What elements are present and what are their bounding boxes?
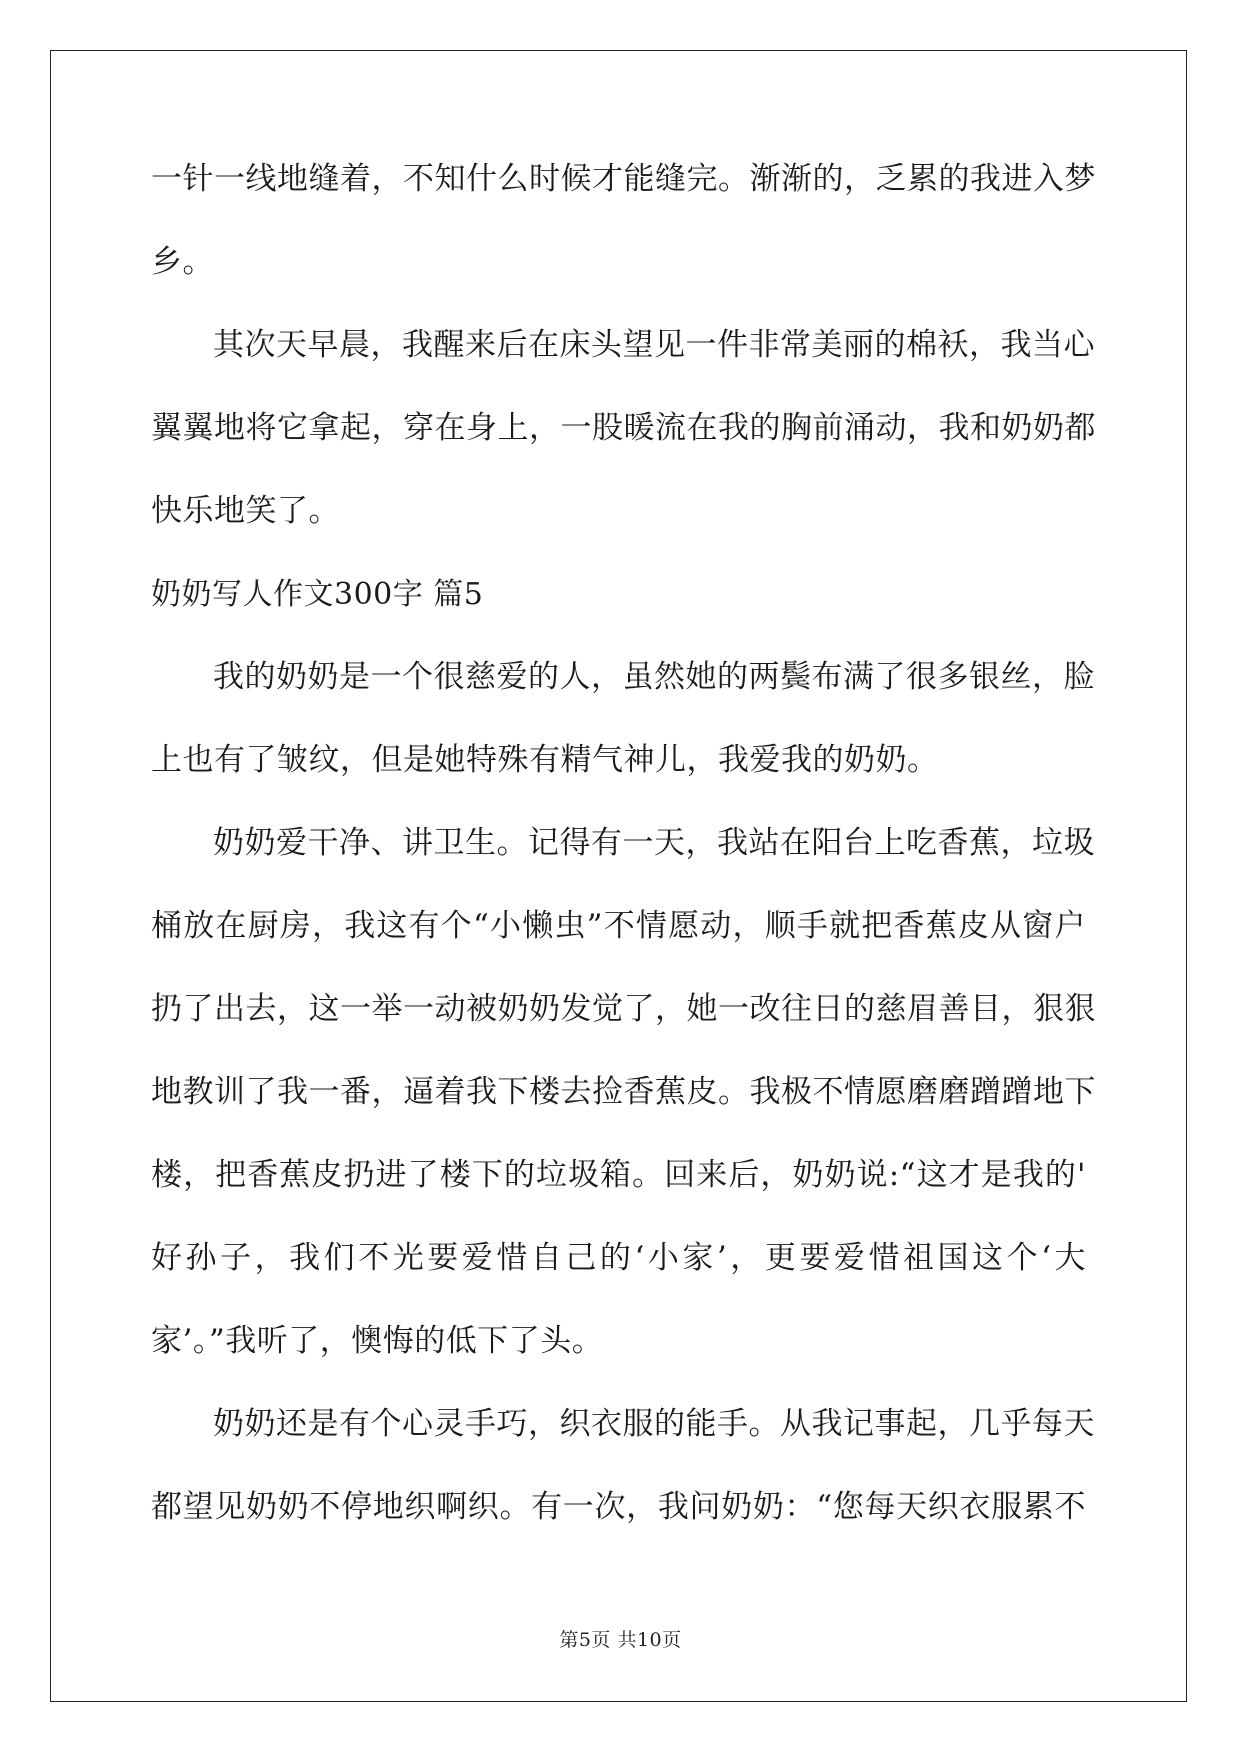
text-line: 快乐地笑了。 bbox=[151, 493, 340, 529]
text-line: 翼翼地将它拿起，穿在身上，一股暖流在我的胸前涌动，我和奶奶都 bbox=[151, 410, 1096, 446]
section-heading: 奶奶写人作文300字 篇5 bbox=[151, 577, 484, 612]
text-line: 扔了出去，这一举一动被奶奶发觉了，她一改往日的慈眉善目，狠狠 bbox=[151, 991, 1096, 1027]
page-number-footer: 第5页 共10页 bbox=[559, 1629, 682, 1651]
text-line: 乡。 bbox=[151, 244, 214, 280]
text-line: 地教训了我一番，逼着我下楼去捡香蕉皮。我极不情愿磨磨蹭蹭地下 bbox=[151, 1074, 1096, 1110]
paragraph-start-line: 奶奶爱干净、讲卫生。记得有一天，我站在阳台上吃香蕉，垃圾 bbox=[213, 825, 1095, 861]
paragraph-start-line: 我的奶奶是一个很慈爱的人，虽然她的两鬓布满了很多银丝，脸 bbox=[213, 659, 1095, 695]
document-body bbox=[151, 160, 1096, 1571]
text-line: 桶放在厨房，我这有个“小懒虫”不情愿动，顺手就把香蕉皮从窗户 bbox=[151, 908, 1086, 944]
paragraph-start-line: 奶奶还是有个心灵手巧，织衣服的能手。从我记事起，几乎每天 bbox=[213, 1406, 1095, 1442]
text-line: 上也有了皱纹，但是她特殊有精气神儿，我爱我的奶奶。 bbox=[151, 742, 939, 778]
text-line: 都望见奶奶不停地织啊织。有一次，我问奶奶：“您每天织衣服累不 bbox=[151, 1489, 1086, 1525]
text-line: 家’。”我听了，懊悔的低下了头。 bbox=[151, 1323, 604, 1359]
text-line: 一针一线地缝着，不知什么时候才能缝完。渐渐的，乏累的我进入梦 bbox=[151, 161, 1096, 197]
paragraph-start-line: 其次天早晨，我醒来后在床头望见一件非常美丽的棉袄，我当心 bbox=[213, 327, 1095, 363]
text-line: 楼，把香蕉皮扔进了楼下的垃圾箱。回来后，奶奶说:“这才是我的' bbox=[151, 1157, 1086, 1193]
text-line: 好孙子，我们不光要爱惜自己的‘小家’，更要爱惜祖国这个‘大 bbox=[151, 1240, 1086, 1276]
